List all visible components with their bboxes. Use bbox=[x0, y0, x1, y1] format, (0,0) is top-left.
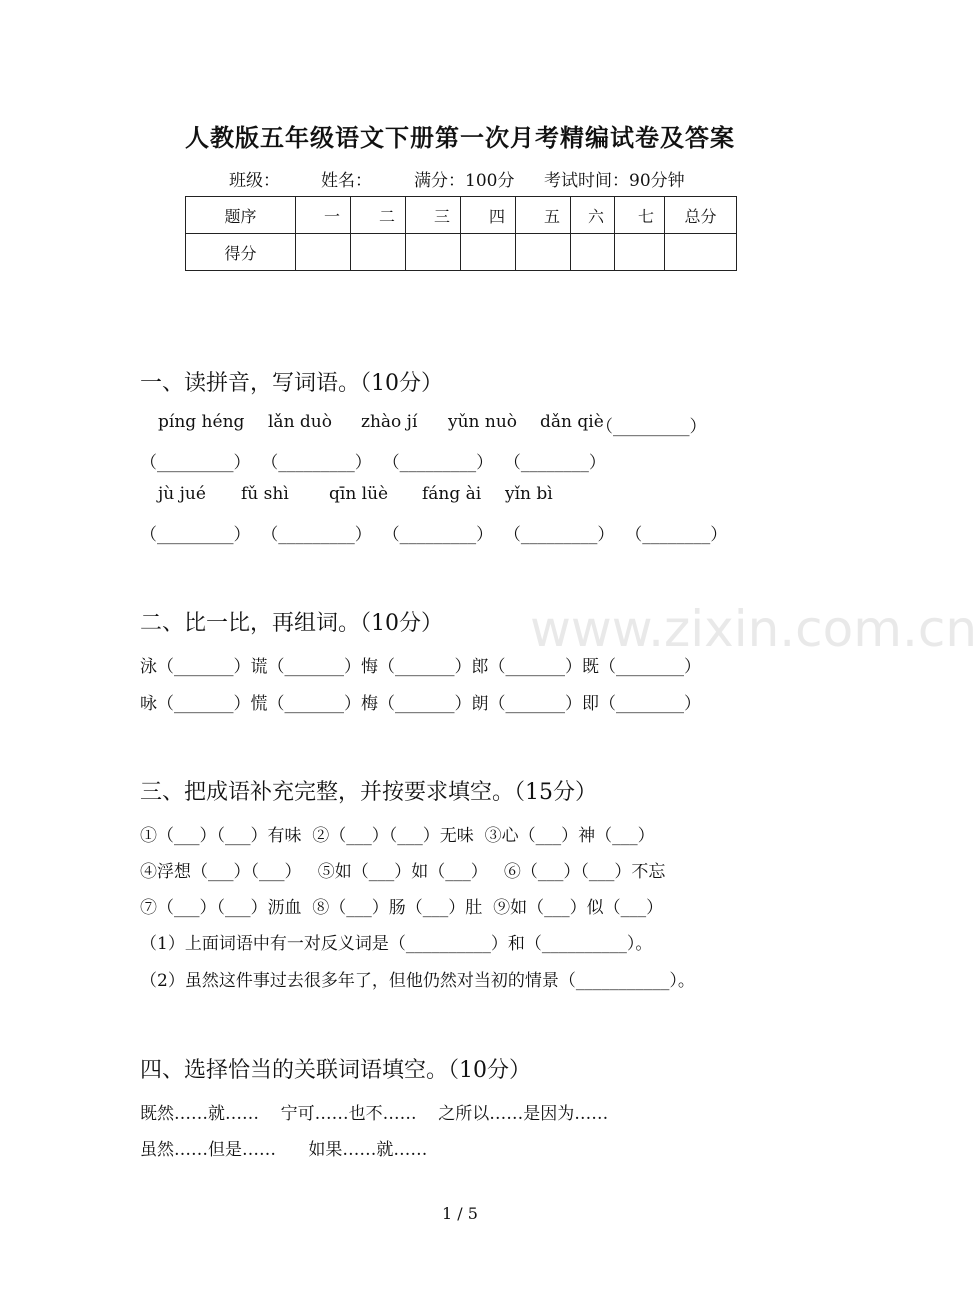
exam-time: 考试时间：90分钟 bbox=[544, 171, 685, 191]
score-cell[interactable] bbox=[516, 234, 571, 271]
idiom-line[interactable]: ⑦（___）（___）沥血 ⑧（___）肠（___）肚 ⑨如（___）似（___） bbox=[140, 898, 664, 918]
score-cell[interactable] bbox=[296, 234, 351, 271]
question-1[interactable]: （1）上面词语中有一对反义词是（__________）和（__________）。 bbox=[140, 934, 653, 954]
table-header-cell: 总分 bbox=[665, 197, 737, 234]
table-header-cell: 题序 bbox=[186, 197, 296, 234]
section1-heading: 一、读拼音，写词语。（10分） bbox=[140, 371, 443, 396]
section2-heading: 二、比一比，再组词。（10分） bbox=[140, 611, 443, 636]
pinyin: yǔn nuò bbox=[448, 412, 518, 432]
score-cell[interactable] bbox=[461, 234, 516, 271]
score-table-header-row bbox=[186, 197, 737, 234]
table-header-cell: 六 bbox=[571, 197, 615, 234]
full-score: 满分：100分 bbox=[414, 171, 515, 191]
pinyin: píng héng bbox=[158, 412, 245, 432]
table-header-cell: 七 bbox=[615, 197, 665, 234]
page-title: 人教版五年级语文下册第一次月考精编试卷及答案 bbox=[185, 123, 735, 152]
pinyin: dǎn qiè bbox=[540, 412, 604, 432]
class-label: 班级： bbox=[229, 171, 280, 191]
score-cell[interactable] bbox=[351, 234, 406, 271]
pinyin: fǔ shì bbox=[241, 484, 289, 504]
table-header-cell: 一 bbox=[296, 197, 351, 234]
idiom-line[interactable]: ①（___）（___）有味 ②（___）（___）无味 ③心（___）神（___） bbox=[140, 826, 655, 846]
name-label: 姓名： bbox=[321, 171, 372, 191]
answer-blanks-row[interactable]: （_________） （_________） （_________） （_________） （________） bbox=[140, 525, 728, 545]
pinyin: zhào jí bbox=[361, 412, 418, 432]
watermark: www.zixin.com.cn bbox=[530, 600, 977, 658]
page-number: 1 / 5 bbox=[442, 1204, 478, 1223]
answer-blanks-row[interactable]: （_________） （_________） （_________） （________） bbox=[140, 453, 606, 473]
score-cell[interactable] bbox=[571, 234, 615, 271]
answer-blank[interactable]: （_________） bbox=[596, 417, 707, 437]
word-compare-line[interactable]: 咏（_______）慌（_______）梅（_______）朗（_______）即（________） bbox=[140, 694, 701, 714]
pinyin: qīn lüè bbox=[329, 484, 389, 504]
score-table bbox=[185, 196, 737, 271]
pinyin: lǎn duò bbox=[268, 412, 332, 432]
pinyin: fáng ài bbox=[422, 484, 482, 504]
table-header-cell: 四 bbox=[461, 197, 516, 234]
score-row-label: 得分 bbox=[186, 234, 296, 271]
idiom-line[interactable]: ④浮想（___）（___） ⑤如（___）如（___） ⑥（___）（___）不忘 bbox=[140, 862, 666, 882]
pinyin: yǐn bì bbox=[505, 484, 553, 504]
word-compare-line[interactable]: 泳（_______）谎（_______）悔（_______）郎（_______）既（________） bbox=[140, 657, 701, 677]
pinyin: jù jué bbox=[158, 484, 206, 504]
table-header-cell: 五 bbox=[516, 197, 571, 234]
conjunction-options: 虽然……但是…… 如果……就…… bbox=[140, 1140, 428, 1160]
question-2[interactable]: （2）虽然这件事过去很多年了，但他仍然对当初的情景（___________）。 bbox=[140, 971, 695, 991]
score-cell[interactable] bbox=[615, 234, 665, 271]
score-cell[interactable] bbox=[406, 234, 461, 271]
score-cell[interactable] bbox=[665, 234, 737, 271]
conjunction-options: 既然……就…… 宁可……也不…… 之所以……是因为…… bbox=[140, 1104, 609, 1124]
table-header-cell: 二 bbox=[351, 197, 406, 234]
section4-heading: 四、选择恰当的关联词语填空。（10分） bbox=[140, 1058, 531, 1083]
score-table-score-row bbox=[186, 234, 737, 271]
table-header-cell: 三 bbox=[406, 197, 461, 234]
section3-heading: 三、把成语补充完整，并按要求填空。（15分） bbox=[140, 780, 597, 805]
